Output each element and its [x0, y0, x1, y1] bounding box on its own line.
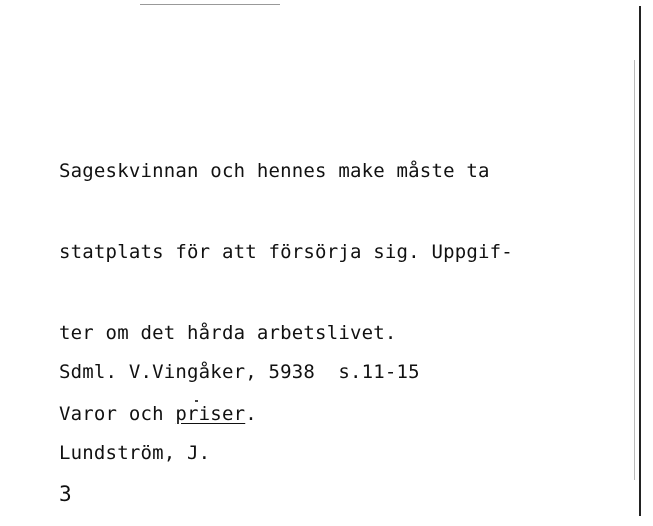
- ink-speck: [195, 400, 198, 402]
- card-reference: [59, 305, 420, 521]
- description-line-4-suffix: .: [245, 403, 257, 425]
- reference-source: Sdml. V.Vingåker, 5938 s.11-15: [59, 361, 420, 383]
- description-line-2: statplats för att försörja sig. Uppgif-: [59, 241, 513, 263]
- card-number: 3: [59, 482, 72, 506]
- reference-author: Lundström, J.: [59, 442, 211, 464]
- card-right-edge: [639, 6, 641, 516]
- card-right-edge-shadow: [634, 60, 635, 480]
- description-line-3: ter om det hårda arbetslivet.: [59, 322, 397, 344]
- underlined-word: priser: [175, 403, 246, 425]
- description-line-4-prefix: Varor och: [59, 403, 176, 425]
- card-top-edge: [140, 4, 280, 5]
- description-line-1: Sageskvinnan och hennes make måste ta: [59, 160, 490, 182]
